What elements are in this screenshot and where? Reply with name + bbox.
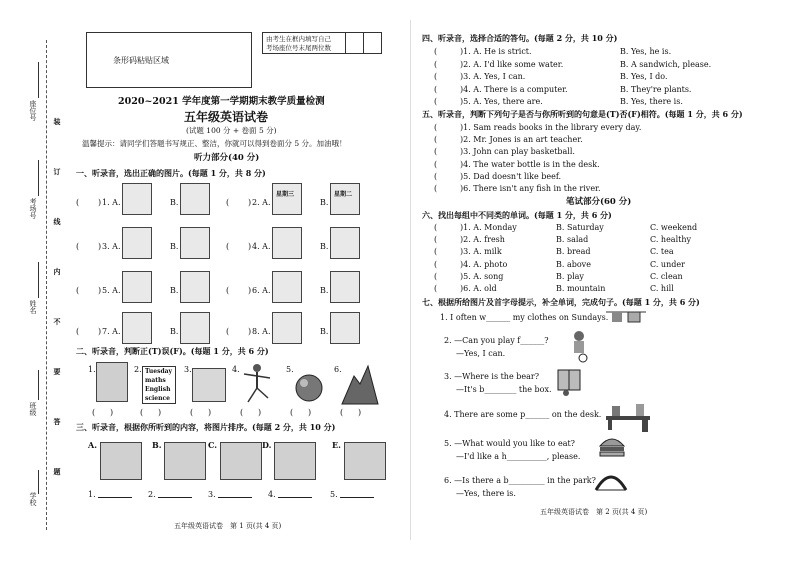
question-option-b: B. They're plants. xyxy=(620,84,692,94)
section-1-heading: 一、听录音，选出正确的图片。(每题 1 分，共 8 分) xyxy=(76,168,266,178)
word-option-a: )2. A. fresh xyxy=(460,235,505,245)
s2-num-1: 1. xyxy=(88,365,96,374)
word-option-a: )5. A. song xyxy=(460,271,504,281)
s7-q5a: 5. —What would you like to eat? xyxy=(444,439,575,448)
calendar-sign-text: 星期三 xyxy=(276,191,295,198)
word-option-c: C. under xyxy=(650,259,685,269)
answer-paren-close[interactable]: ) xyxy=(98,327,102,336)
answer-paren-open[interactable]: ( xyxy=(434,135,438,145)
sequence-answer-blank[interactable] xyxy=(340,497,374,498)
s7-q6a: 6. —Is there a b_________ in the park? xyxy=(444,476,596,485)
s2-num-2: 2. xyxy=(134,365,142,374)
statement-text: )2. Mr. Jones is an art teacher. xyxy=(460,135,583,145)
picture-letter: B. xyxy=(152,440,162,450)
option-label-b: B. xyxy=(170,286,179,295)
binding-mark: 不 xyxy=(53,318,62,325)
picture-letter: E. xyxy=(332,440,341,450)
footer-right: 五年级英语试卷 第 2 页(共 4 页) xyxy=(540,508,648,516)
seat-number-box xyxy=(262,32,382,54)
s2-num-6: 6. xyxy=(334,365,342,374)
s7-picture-bridge xyxy=(596,470,626,492)
word-option-a: )1. A. Monday xyxy=(460,223,517,232)
tip-text: 温馨提示：请同学们答题书写规正、整洁，你就可以得到卷面分 5 分。加油哦！ xyxy=(82,139,347,148)
answer-paren-close[interactable]: ) xyxy=(98,286,102,295)
binding-underline xyxy=(38,470,39,494)
option-label-a: 7. A. xyxy=(102,327,121,336)
answer-paren-open[interactable]: ( xyxy=(434,59,438,69)
sequence-picture[interactable] xyxy=(344,442,386,480)
s7-q6b: —Yes, there is. xyxy=(456,489,516,498)
option-picture-b[interactable] xyxy=(180,227,210,259)
binding-mark: 内 xyxy=(53,268,62,275)
option-label-a: 3. A. xyxy=(102,242,121,251)
s2-num-4: 4. xyxy=(232,365,240,374)
s2-schedule-card xyxy=(142,366,176,404)
option-picture-b[interactable] xyxy=(180,183,210,215)
s2-picture-woman xyxy=(96,362,128,402)
word-option-a: )4. A. photo xyxy=(460,259,508,269)
answer-paren-open[interactable]: ( xyxy=(76,327,80,336)
binding-mark: 订 xyxy=(53,168,62,175)
question-option-a: )4. A. There is a computer. xyxy=(460,84,568,94)
section-4-heading: 四、听录音，选择合适的答句。(每题 2 分，共 10 分) xyxy=(422,33,618,43)
binding-mark: 要 xyxy=(53,368,62,375)
question-option-a: )3. A. Yes, I can. xyxy=(460,72,526,81)
question-option-b: B. Yes, he is. xyxy=(620,47,672,56)
year-title: 2020~2021 学年度第一学期期末教学质量检测 xyxy=(118,96,325,107)
sequence-answer-blank[interactable] xyxy=(158,497,192,498)
word-option-c: C. hill xyxy=(650,284,674,293)
answer-paren-open[interactable]: ( xyxy=(76,286,80,295)
answer-paren-open[interactable]: ( xyxy=(434,97,438,106)
answer-paren-close[interactable]: ) xyxy=(110,408,114,417)
sequence-answer-blank[interactable] xyxy=(278,497,312,498)
answer-paren-open[interactable]: ( xyxy=(434,123,438,132)
s2-picture-dancer xyxy=(240,362,274,404)
sequence-number: 5. xyxy=(330,490,338,499)
binding-label-seat: 座位号 xyxy=(29,100,37,121)
s7-picture-desk-plant xyxy=(606,402,650,432)
listening-title: 听力部分(40 分) xyxy=(194,153,260,163)
binding-mark: 答 xyxy=(53,418,62,425)
answer-paren-close[interactable]: ) xyxy=(358,408,362,417)
option-picture-a[interactable] xyxy=(272,271,302,303)
question-option-b: B. Yes, I do. xyxy=(620,72,668,81)
picture-letter: D. xyxy=(262,440,272,450)
schedule-subject: English xyxy=(145,386,171,393)
answer-paren-open[interactable]: ( xyxy=(226,327,230,336)
word-option-c: C. clean xyxy=(650,271,683,281)
question-option-a: )1. A. He is strict. xyxy=(460,47,532,56)
barcode-area xyxy=(86,32,252,88)
sequence-picture[interactable] xyxy=(100,442,142,480)
word-option-b: B. mountain xyxy=(556,284,606,293)
section-2-heading: 二、听录音，判断正(T)误(F)。(每题 1 分，共 6 分) xyxy=(76,346,269,356)
binding-label-school: 学校 xyxy=(29,492,37,506)
answer-paren-open[interactable]: ( xyxy=(434,247,438,257)
statement-text: )5. Dad doesn't like beef. xyxy=(460,171,562,181)
s2-picture-mountain xyxy=(342,362,378,404)
word-option-a: )3. A. milk xyxy=(460,247,502,257)
word-option-a: )6. A. old xyxy=(460,284,497,293)
answer-paren-close[interactable]: ) xyxy=(248,327,252,336)
option-label-b: B. xyxy=(320,286,329,295)
option-label-a: 1. A. xyxy=(102,198,121,207)
option-picture-b[interactable] xyxy=(330,183,360,215)
barcode-label: 条形码粘贴区域 xyxy=(113,56,169,65)
answer-paren-open[interactable]: ( xyxy=(434,47,438,56)
binding-strip xyxy=(0,0,60,561)
binding-underline xyxy=(38,370,39,400)
answer-paren-open[interactable]: ( xyxy=(434,259,438,269)
calendar-sign-text: 星期二 xyxy=(334,191,353,198)
answer-paren-open[interactable]: ( xyxy=(76,242,80,251)
answer-paren-close[interactable]: ) xyxy=(208,408,212,417)
seat-note-line: 考场座位号末尾两位数 xyxy=(266,44,331,52)
question-option-a: )5. A. Yes, there are. xyxy=(460,97,543,106)
option-label-b: B. xyxy=(320,242,329,251)
s2-num-5: 5. xyxy=(286,365,294,374)
answer-paren-close[interactable]: ) xyxy=(248,286,252,295)
sequence-answer-blank[interactable] xyxy=(218,497,252,498)
section-5-heading: 五、听录音，判断下列句子是否与你所听到的句意是(T)否(F)相符。(每题 1 分，共 6 分) xyxy=(422,109,743,119)
picture-letter: A. xyxy=(88,440,97,450)
s7-q4: 4. There are some p______ on the desk. xyxy=(444,410,602,419)
binding-label-class: 班级 xyxy=(29,402,37,416)
sequence-number: 3. xyxy=(208,490,216,499)
sequence-picture[interactable] xyxy=(220,442,262,480)
option-picture-a[interactable] xyxy=(122,271,152,303)
answer-paren-open[interactable]: ( xyxy=(190,408,194,417)
option-label-b: B. xyxy=(320,327,329,336)
option-picture-a[interactable] xyxy=(272,183,302,215)
picture-letter: C. xyxy=(208,440,218,450)
s7-q1: 1. I often w______ my clothes on Sundays. xyxy=(440,313,609,322)
binding-mark: 题 xyxy=(53,468,62,475)
answer-paren-open[interactable]: ( xyxy=(226,198,230,207)
answer-paren-open[interactable]: ( xyxy=(140,408,144,417)
option-picture-b[interactable] xyxy=(330,227,360,259)
s7-picture-football xyxy=(568,330,590,362)
answer-paren-open[interactable]: ( xyxy=(434,159,438,169)
word-option-c: C. weekend xyxy=(650,223,698,232)
s7-q5b: —I'd like a h__________, please. xyxy=(456,452,581,461)
answer-paren-open[interactable]: ( xyxy=(290,408,294,417)
answer-paren-open[interactable]: ( xyxy=(76,198,80,207)
binding-underline xyxy=(38,160,39,196)
s7-picture-bear-box xyxy=(554,366,584,396)
binding-label-name: 姓名 xyxy=(29,300,37,314)
word-option-b: B. salad xyxy=(556,235,589,245)
answer-paren-open[interactable]: ( xyxy=(226,242,230,251)
answer-paren-open[interactable]: ( xyxy=(340,408,344,417)
option-label-a: 8. A. xyxy=(252,327,271,336)
binding-label-room: 考场号 xyxy=(29,198,37,219)
statement-text: )1. Sam reads books in the library every day. xyxy=(460,123,642,132)
seat-note-line: 由考生在框内填写自己 xyxy=(266,35,331,43)
s2-picture-books xyxy=(192,368,226,402)
sequence-number: 4. xyxy=(268,490,276,499)
option-picture-b[interactable] xyxy=(180,312,210,344)
binding-underline xyxy=(38,262,39,298)
s7-q3a: 3. —Where is the bear? xyxy=(444,372,539,381)
word-option-b: B. above xyxy=(556,259,591,269)
answer-paren-open[interactable]: ( xyxy=(434,223,438,232)
binding-line xyxy=(46,40,47,530)
word-option-c: C. healthy xyxy=(650,235,692,245)
option-picture-a[interactable] xyxy=(122,227,152,259)
answer-paren-open[interactable]: ( xyxy=(92,408,96,417)
seat-digit-box[interactable] xyxy=(363,33,382,53)
s7-q2b: —Yes, I can. xyxy=(456,349,506,358)
s7-q2a: 2. —Can you play f______? xyxy=(444,336,549,345)
word-option-b: B. bread xyxy=(556,247,591,257)
s2-picture-fruit xyxy=(294,368,324,404)
sequence-answer-blank[interactable] xyxy=(98,497,132,498)
question-option-a: )2. A. I'd like some water. xyxy=(460,59,564,69)
option-label-a: 5. A. xyxy=(102,286,121,295)
page-fold xyxy=(410,20,411,540)
option-label-b: B. xyxy=(170,242,179,251)
s7-picture-clothes xyxy=(606,308,646,324)
schedule-day: Tuesday xyxy=(145,368,173,375)
statement-text: )3. John can play basketball. xyxy=(460,147,575,157)
sequence-picture[interactable] xyxy=(274,442,316,480)
section-6-heading: 六、找出每组中不同类的单词。(每题 1 分，共 6 分) xyxy=(422,210,612,220)
sequence-number: 2. xyxy=(148,490,156,499)
answer-paren-open[interactable]: ( xyxy=(434,184,438,193)
footer-left: 五年级英语试卷 第 1 页(共 4 页) xyxy=(174,522,282,530)
answer-paren-open[interactable]: ( xyxy=(240,408,244,417)
option-picture-a[interactable] xyxy=(122,183,152,215)
binding-mark: 装 xyxy=(53,118,62,125)
section-7-heading: 七、根据所给图片及首字母提示，补全单词，完成句子。(每题 1 分，共 6 分) xyxy=(422,297,700,307)
section-3-heading: 三、听录音，根据你所听到的内容，将图片排序。(每题 2 分，共 10 分) xyxy=(76,422,336,432)
s7-q3b: —It's b________ the box. xyxy=(456,385,552,394)
written-title: 笔试部分(60 分) xyxy=(566,197,632,207)
s7-picture-hamburger xyxy=(598,436,626,458)
option-label-a: 4. A. xyxy=(252,242,271,251)
option-picture-b[interactable] xyxy=(330,312,360,344)
answer-paren-open[interactable]: ( xyxy=(226,286,230,295)
sequence-number: 1. xyxy=(88,490,96,499)
answer-paren-close[interactable]: ) xyxy=(98,198,102,207)
option-label-b: B. xyxy=(170,327,179,336)
option-picture-b[interactable] xyxy=(330,271,360,303)
answer-paren-open[interactable]: ( xyxy=(434,84,438,94)
option-label-b: B. xyxy=(170,198,179,207)
answer-paren-open[interactable]: ( xyxy=(434,271,438,281)
answer-paren-open[interactable]: ( xyxy=(434,284,438,293)
seat-digit-box[interactable] xyxy=(345,33,364,53)
s2-num-3: 3. xyxy=(184,365,192,374)
question-option-b: B. A sandwich, please. xyxy=(620,59,712,69)
word-option-b: B. play xyxy=(556,271,584,281)
option-picture-a[interactable] xyxy=(272,312,302,344)
answer-paren-open[interactable]: ( xyxy=(434,171,438,181)
option-label-a: 6. A. xyxy=(252,286,271,295)
answer-paren-close[interactable]: ) xyxy=(98,242,102,251)
scoring-note: (试题 100 分 + 卷面 5 分) xyxy=(186,126,277,135)
answer-paren-close[interactable]: ) xyxy=(158,408,162,417)
option-picture-a[interactable] xyxy=(272,227,302,259)
statement-text: )4. The water bottle is in the desk. xyxy=(460,159,600,169)
option-label-b: B. xyxy=(320,198,329,207)
option-picture-a[interactable] xyxy=(122,312,152,344)
binding-mark: 线 xyxy=(53,218,62,225)
subject-title: 五年级英语试卷 xyxy=(184,110,269,124)
sequence-picture[interactable] xyxy=(164,442,206,480)
answer-paren-open[interactable]: ( xyxy=(434,72,438,81)
option-picture-b[interactable] xyxy=(180,271,210,303)
answer-paren-close[interactable]: ) xyxy=(248,198,252,207)
answer-paren-close[interactable]: ) xyxy=(308,408,312,417)
option-label-a: 2. A. xyxy=(252,198,271,207)
schedule-subject: science xyxy=(145,395,170,402)
statement-text: )6. There isn't any fish in the river. xyxy=(460,184,601,193)
answer-paren-close[interactable]: ) xyxy=(248,242,252,251)
word-option-b: B. Saturday xyxy=(556,223,604,232)
answer-paren-open[interactable]: ( xyxy=(434,147,438,157)
binding-underline xyxy=(38,62,39,98)
answer-paren-open[interactable]: ( xyxy=(434,235,438,245)
answer-paren-close[interactable]: ) xyxy=(258,408,262,417)
word-option-c: C. tea xyxy=(650,247,674,257)
schedule-subject: maths xyxy=(145,377,166,384)
question-option-b: B. Yes, there is. xyxy=(620,97,683,106)
